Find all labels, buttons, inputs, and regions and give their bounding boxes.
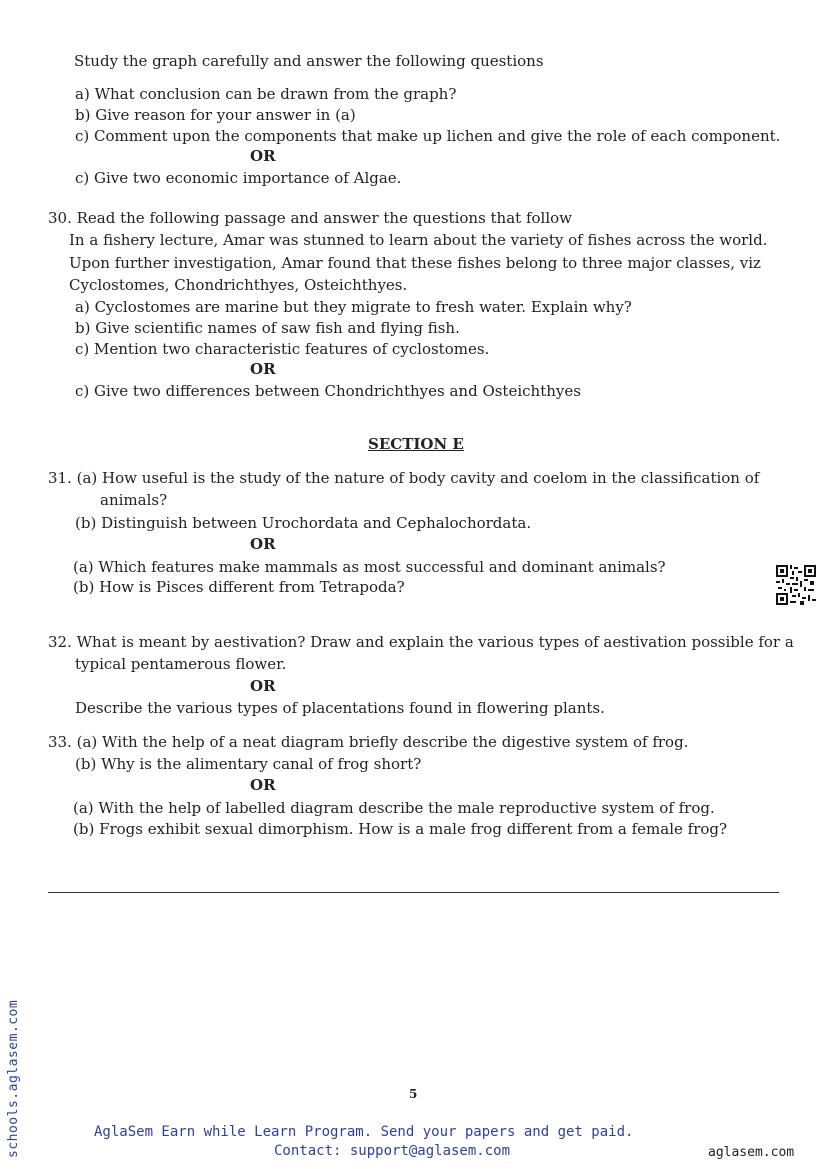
q30-c: c) Mention two characteristic features of cyclostomes. [75, 340, 490, 358]
q31-or: OR [250, 535, 276, 553]
q31-alt-a: (a) Which features make mammals as most successful and dominant animals? [73, 558, 666, 576]
horizontal-divider [48, 892, 779, 893]
q29-alt: c) Give two economic importance of Algae. [75, 169, 402, 187]
q30-passage-1: In a fishery lecture, Amar was stunned to learn about the variety of fishes across the world. [69, 231, 768, 249]
q31-alt-b: (b) How is Pisces different from Tetrapoda? [73, 578, 405, 596]
q33-alt-b: (b) Frogs exhibit sexual dimorphism. How is a male frog different from a female frog? [73, 820, 728, 838]
q33-b: (b) Why is the alimentary canal of frog short? [75, 755, 422, 773]
q29-a: a) What conclusion can be drawn from the graph? [75, 85, 457, 103]
qr-code-icon [776, 565, 816, 605]
footer-brand[interactable]: aglasem.com [708, 1145, 795, 1160]
section-e-heading: SECTION E [368, 435, 464, 453]
q32-alt: Describe the various types of placentations found in flowering plants. [75, 699, 605, 717]
q29-or: OR [250, 147, 276, 165]
q30-or: OR [250, 360, 276, 378]
q32-line1: 32. What is meant by aestivation? Draw and explain the various types of aestivation possible for a [48, 633, 794, 651]
footer-contact[interactable]: Contact: support@aglasem.com [274, 1143, 511, 1159]
q33-or: OR [250, 776, 276, 794]
q30-b: b) Give scientific names of saw fish and flying fish. [75, 319, 460, 337]
q30-passage-2: Upon further investigation, Amar found that these fishes belong to three major classes, viz [69, 254, 761, 272]
q33-alt-a: (a) With the help of labelled diagram describe the male reproductive system of frog. [73, 799, 715, 817]
q30-alt: c) Give two differences between Chondrichthyes and Osteichthyes [75, 382, 581, 400]
q31-b: (b) Distinguish between Urochordata and Cephalochordata. [75, 514, 532, 532]
side-watermark: schools.aglasem.com [6, 999, 21, 1158]
q30-title: 30. Read the following passage and answer the questions that follow [48, 209, 573, 227]
q32-line2: typical pentamerous flower. [75, 655, 287, 673]
page-number: 5 [409, 1087, 418, 1101]
q31-a-line1: 31. (a) How useful is the study of the nature of body cavity and coelom in the classification of [48, 469, 760, 487]
q31-a-line2: animals? [100, 491, 168, 509]
q30-passage-3: Cyclostomes, Chondrichthyes, Osteichthyes. [69, 276, 408, 294]
q32-or: OR [250, 677, 276, 695]
q29-b: b) Give reason for your answer in (a) [75, 106, 356, 124]
q33-a: 33. (a) With the help of a neat diagram briefly describe the digestive system of frog. [48, 733, 689, 751]
footer-line-1: AglaSem Earn while Learn Program. Send your papers and get paid. [94, 1124, 634, 1140]
q29-c: c) Comment upon the components that make up lichen and give the role of each component. [75, 127, 781, 145]
q29-intro: Study the graph carefully and answer the following questions [74, 52, 544, 70]
q30-a: a) Cyclostomes are marine but they migrate to fresh water. Explain why? [75, 298, 632, 316]
